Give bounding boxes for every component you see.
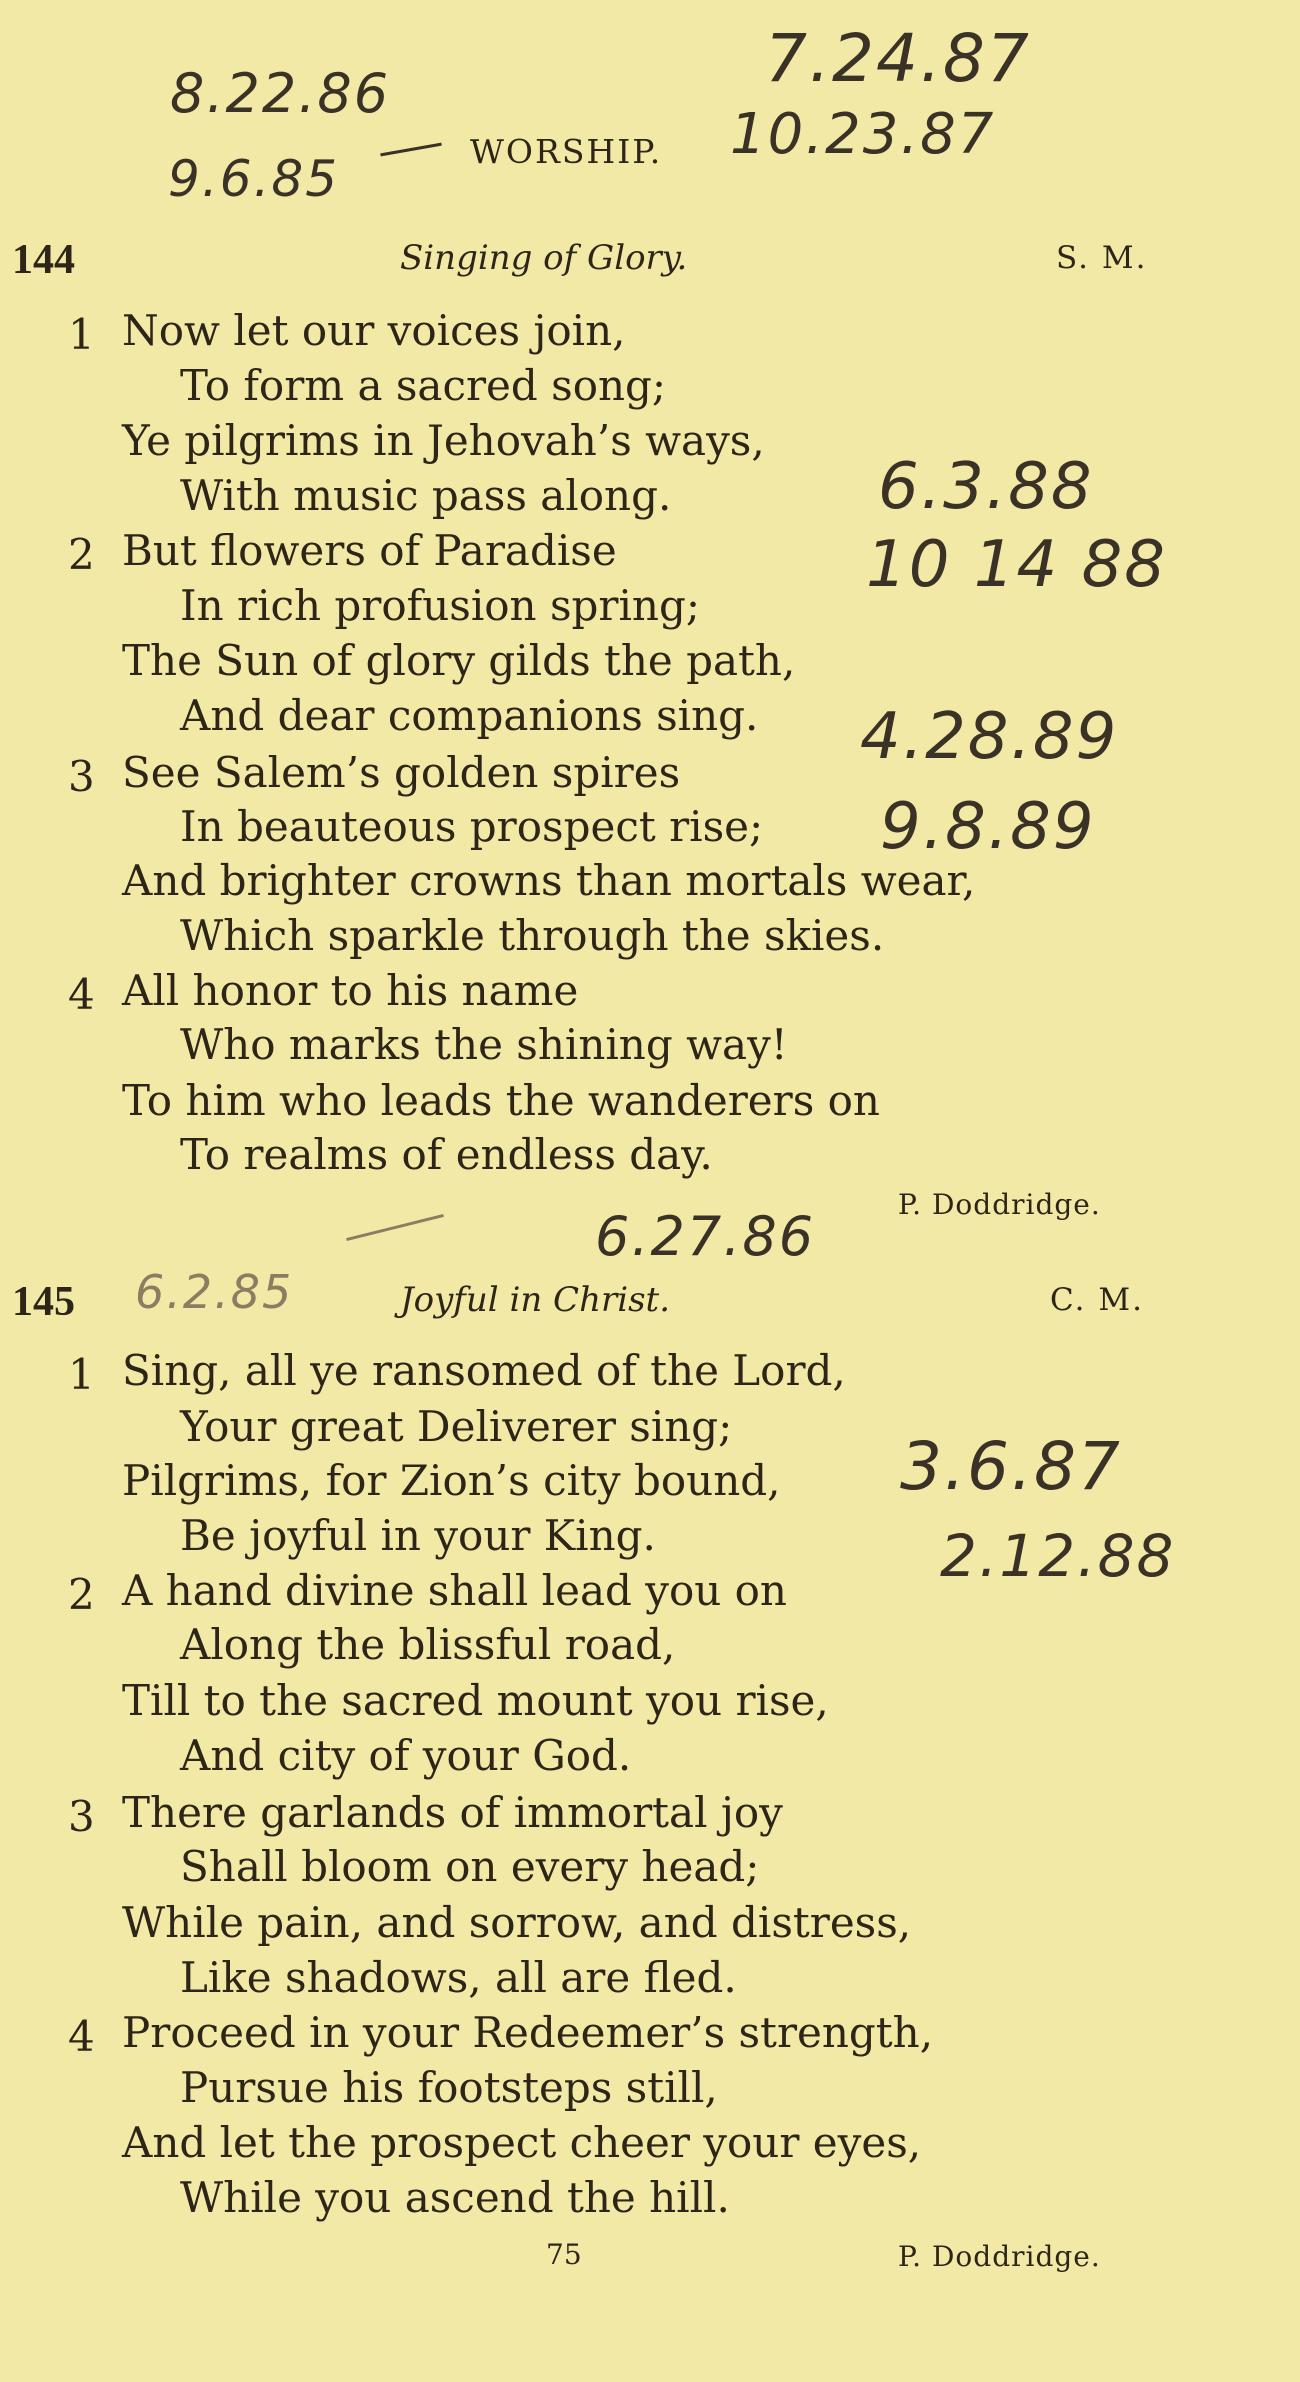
verse-line: To him who leads the wanderers on (122, 1076, 880, 1125)
handwritten-date: 4.28.89 (860, 700, 1119, 774)
handwritten-date: 8.22.86 (170, 62, 391, 125)
handwritten-date: 10.23.87 (730, 102, 996, 167)
hymn-author: P. Doddridge. (898, 2240, 1101, 2273)
verse-line: Be joyful in your King. (180, 1511, 656, 1560)
verse-line: And let the prospect cheer your eyes, (122, 2118, 922, 2167)
verse-line: To form a sacred song; (180, 361, 667, 410)
hymn-title: Joyful in Christ. (400, 1280, 671, 1320)
page-number: 75 (546, 2238, 582, 2271)
hymn-title: Singing of Glory. (400, 238, 688, 278)
verse-line: A hand divine shall lead you on (122, 1566, 787, 1615)
verse-number: 2 (68, 530, 95, 579)
verse-line: Like shadows, all are fled. (180, 1953, 737, 2002)
verse-line: Pursue his footsteps still, (180, 2063, 718, 2112)
hymn-number: 144 (12, 237, 75, 283)
verse-line: Sing, all ye ransomed of the Lord, (122, 1346, 846, 1395)
verse-line: Your great Deliverer sing; (180, 1402, 733, 1451)
verse-number: 2 (68, 1570, 95, 1619)
verse-number: 1 (68, 310, 95, 359)
pen-stroke (346, 1214, 444, 1241)
handwritten-date: 2.12.88 (940, 1522, 1176, 1590)
verse-line: Who marks the shining way! (180, 1020, 788, 1069)
hymn-author: P. Doddridge. (898, 1188, 1101, 1221)
handwritten-date: 6.27.86 (595, 1205, 816, 1268)
verse-number: 4 (68, 2012, 95, 2061)
hymn-number: 145 (12, 1279, 75, 1325)
verse-line: But flowers of Paradise (122, 526, 617, 575)
handwritten-date: 7.24.87 (765, 20, 1031, 97)
verse-line: In rich profusion spring; (180, 581, 700, 630)
handwritten-date: 6.3.88 (878, 450, 1094, 524)
handwritten-date: 10 14 88 (866, 528, 1167, 602)
verse-number: 4 (68, 970, 95, 1019)
verse-number: 3 (68, 1792, 95, 1841)
handwritten-date: 9.8.89 (880, 790, 1096, 864)
pen-stroke (380, 143, 442, 157)
verse-line: Shall bloom on every head; (180, 1842, 760, 1891)
verse-line: Now let our voices join, (122, 306, 626, 355)
verse-line: With music pass along. (180, 471, 672, 520)
verse-line: Ye pilgrims in Jehovah’s ways, (122, 416, 765, 465)
verse-line: There garlands of immortal joy (122, 1788, 783, 1837)
handwritten-date: 6.2.85 (135, 1265, 294, 1319)
verse-line: See Salem’s golden spires (122, 748, 681, 797)
verse-line: Till to the sacred mount you rise, (122, 1676, 829, 1725)
verse-line: In beauteous prospect rise; (180, 802, 764, 851)
handwritten-date: 9.6.85 (168, 150, 340, 208)
verse-line: And dear companions sing. (180, 691, 759, 740)
handwritten-date: 3.6.87 (900, 1428, 1122, 1505)
verse-line: The Sun of glory gilds the path, (122, 636, 796, 685)
verse-line: And city of your God. (180, 1731, 632, 1780)
verse-number: 1 (68, 1350, 95, 1399)
verse-line: While you ascend the hill. (180, 2173, 730, 2222)
verse-line: Which sparkle through the skies. (180, 911, 885, 960)
verse-line: Proceed in your Redeemer’s strength, (122, 2008, 934, 2057)
verse-line: While pain, and sorrow, and distress, (122, 1898, 912, 1947)
section-title: WORSHIP. (470, 132, 663, 171)
verse-line: To realms of endless day. (180, 1130, 713, 1179)
hymn-meter: C. M. (1050, 1282, 1144, 1318)
verse-line: And brighter crowns than mortals wear, (122, 856, 976, 905)
verse-line: All honor to his name (122, 966, 579, 1015)
verse-line: Pilgrims, for Zion’s city bound, (122, 1456, 781, 1505)
hymn-meter: S. M. (1056, 240, 1148, 276)
verse-number: 3 (68, 752, 95, 801)
verse-line: Along the blissful road, (180, 1620, 676, 1669)
